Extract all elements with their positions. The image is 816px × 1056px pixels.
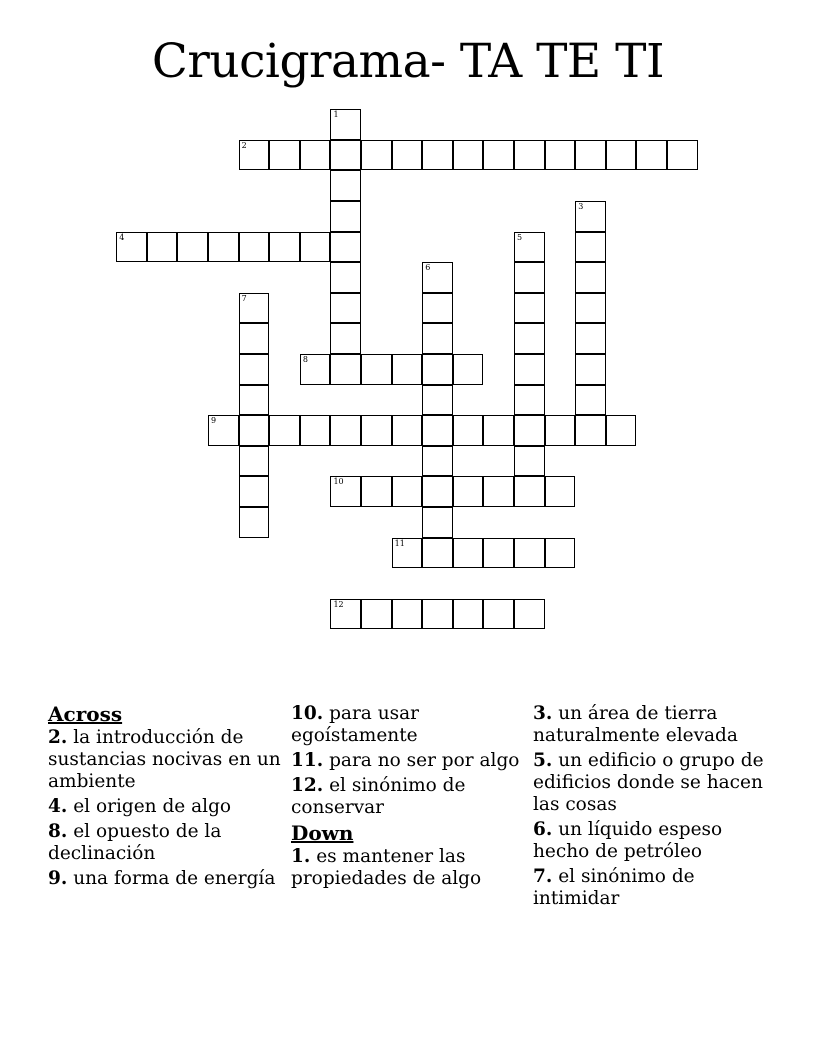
- cell-number: 11: [394, 538, 405, 548]
- grid-cell[interactable]: [239, 476, 270, 507]
- grid-cell[interactable]: [514, 538, 545, 569]
- grid-cell[interactable]: [575, 323, 606, 354]
- clue-number: 8.: [48, 821, 68, 842]
- across-clue: [48, 868, 284, 890]
- grid-cell[interactable]: [545, 538, 576, 569]
- grid-cell[interactable]: [330, 415, 361, 446]
- grid-cell[interactable]: [575, 262, 606, 293]
- grid-cell[interactable]: [422, 446, 453, 477]
- grid-cell[interactable]: [483, 476, 514, 507]
- grid-cell[interactable]: [330, 170, 361, 201]
- grid-cell[interactable]: [330, 109, 361, 140]
- grid-cell[interactable]: [330, 232, 361, 263]
- grid-cell[interactable]: [208, 232, 239, 263]
- grid-cell[interactable]: [330, 201, 361, 232]
- grid-cell[interactable]: [239, 415, 270, 446]
- across-clue: [291, 750, 527, 772]
- grid-cell[interactable]: [545, 415, 576, 446]
- across-clue: [48, 821, 284, 865]
- cell-number: 3: [578, 202, 584, 212]
- grid-cell[interactable]: [422, 538, 453, 569]
- grid-cell[interactable]: [453, 599, 484, 630]
- grid-cell[interactable]: [330, 354, 361, 385]
- grid-cell[interactable]: [422, 262, 453, 293]
- across-header: Across: [48, 702, 123, 726]
- grid-cell[interactable]: [208, 415, 239, 446]
- down-clue: [533, 819, 769, 863]
- grid-cell[interactable]: [300, 354, 331, 385]
- clue-text: el sinónimo de conservar: [291, 775, 466, 818]
- grid-cell[interactable]: [545, 476, 576, 507]
- clue-number: 10.: [291, 703, 324, 724]
- clues-column-1: [48, 703, 284, 893]
- grid-cell[interactable]: [514, 385, 545, 416]
- grid-cell[interactable]: [239, 385, 270, 416]
- clue-text: una forma de energía: [73, 868, 276, 889]
- clue-number: 11.: [291, 750, 324, 771]
- cell-number: 7: [241, 293, 247, 303]
- grid-cell[interactable]: [606, 140, 637, 171]
- grid-cell[interactable]: [575, 354, 606, 385]
- clue-number: 5.: [533, 750, 553, 771]
- grid-cell[interactable]: [330, 323, 361, 354]
- grid-cell[interactable]: [422, 507, 453, 538]
- grid-cell[interactable]: [422, 323, 453, 354]
- grid-cell[interactable]: [330, 262, 361, 293]
- page-title: Crucigrama- TA TE TI: [151, 34, 665, 89]
- grid-cell[interactable]: [361, 140, 392, 171]
- clue-text: un líquido espeso hecho de petróleo: [533, 819, 723, 862]
- grid-cell[interactable]: [453, 140, 484, 171]
- grid-cell[interactable]: [422, 476, 453, 507]
- cell-number: 9: [211, 416, 217, 426]
- grid-cell[interactable]: [239, 507, 270, 538]
- grid-cell[interactable]: [575, 140, 606, 171]
- grid-cell[interactable]: [361, 599, 392, 630]
- grid-cell[interactable]: [330, 293, 361, 324]
- grid-cell[interactable]: [392, 140, 423, 171]
- grid-cell[interactable]: [361, 354, 392, 385]
- clue-text: la introducción de sustancias nocivas en un ambiente: [48, 727, 281, 792]
- grid-cell[interactable]: [453, 476, 484, 507]
- clue-number: 1.: [291, 846, 311, 867]
- cell-number: 12: [333, 599, 344, 609]
- grid-cell[interactable]: [514, 476, 545, 507]
- grid-cell[interactable]: [300, 140, 331, 171]
- across-clue: [48, 727, 284, 793]
- clues-column-2: [291, 703, 527, 893]
- grid-cell[interactable]: [239, 446, 270, 477]
- grid-cell[interactable]: [453, 538, 484, 569]
- grid-cell[interactable]: [392, 599, 423, 630]
- clue-text: es mantener las propiedades de algo: [291, 846, 482, 889]
- clue-text: un edificio o grupo de edificios donde se hacen las cosas: [533, 750, 764, 815]
- grid-cell[interactable]: [514, 293, 545, 324]
- clue-text: un área de tierra naturalmente elevada: [533, 703, 738, 746]
- grid-cell[interactable]: [147, 232, 178, 263]
- across-clue: [48, 796, 284, 818]
- grid-cell[interactable]: [239, 293, 270, 324]
- grid-cell[interactable]: [514, 323, 545, 354]
- down-clue: [533, 866, 769, 910]
- cell-number: 1: [333, 110, 339, 120]
- grid-cell[interactable]: [269, 415, 300, 446]
- grid-cell[interactable]: [392, 354, 423, 385]
- grid-cell[interactable]: [483, 599, 514, 630]
- down-header: Down: [291, 821, 354, 845]
- grid-cell[interactable]: [422, 385, 453, 416]
- grid-cell[interactable]: [116, 232, 147, 263]
- grid-cell[interactable]: [392, 538, 423, 569]
- grid-cell[interactable]: [177, 232, 208, 263]
- grid-cell[interactable]: [575, 293, 606, 324]
- clue-text: el origen de algo: [73, 796, 232, 817]
- grid-cell[interactable]: [422, 415, 453, 446]
- clue-number: 3.: [533, 703, 553, 724]
- grid-cell[interactable]: [514, 415, 545, 446]
- grid-cell[interactable]: [514, 446, 545, 477]
- grid-cell[interactable]: [269, 140, 300, 171]
- clue-number: 7.: [533, 866, 553, 887]
- grid-cell[interactable]: [330, 476, 361, 507]
- clue-number: 4.: [48, 796, 68, 817]
- grid-cell[interactable]: [392, 415, 423, 446]
- cell-number: 4: [119, 232, 125, 242]
- grid-cell[interactable]: [422, 140, 453, 171]
- grid-cell[interactable]: [483, 415, 514, 446]
- grid-cell[interactable]: [483, 140, 514, 171]
- grid-cell[interactable]: [575, 232, 606, 263]
- clue-text: para usar egoístamente: [291, 703, 419, 746]
- grid-cell[interactable]: [545, 140, 576, 171]
- clue-text: el opuesto de la declinación: [48, 821, 222, 864]
- grid-cell[interactable]: [330, 140, 361, 171]
- cell-number: 8: [302, 355, 308, 365]
- cell-number: 6: [425, 263, 431, 273]
- grid-cell[interactable]: [514, 262, 545, 293]
- grid-cell[interactable]: [575, 201, 606, 232]
- grid-cell[interactable]: [514, 140, 545, 171]
- grid-cell[interactable]: [514, 599, 545, 630]
- clues-column-3: [533, 703, 769, 913]
- clue-text: el sinónimo de intimidar: [533, 866, 695, 909]
- cell-number: 10: [333, 477, 344, 487]
- down-clue: [291, 846, 527, 890]
- grid-cell[interactable]: [269, 232, 300, 263]
- grid-cell[interactable]: [453, 354, 484, 385]
- grid-cell[interactable]: [575, 415, 606, 446]
- grid-cell[interactable]: [667, 140, 698, 171]
- cell-number: 5: [517, 232, 523, 242]
- grid-cell[interactable]: [239, 232, 270, 263]
- grid-cell[interactable]: [239, 140, 270, 171]
- grid-cell[interactable]: [422, 293, 453, 324]
- grid-cell[interactable]: [239, 323, 270, 354]
- clue-text: para no ser por algo: [329, 750, 520, 771]
- grid-cell[interactable]: [392, 476, 423, 507]
- grid-cell[interactable]: [453, 415, 484, 446]
- across-clue: [291, 703, 527, 747]
- grid-cell[interactable]: [636, 140, 667, 171]
- grid-cell[interactable]: [422, 599, 453, 630]
- cell-number: 2: [241, 140, 247, 150]
- grid-cell[interactable]: [606, 415, 637, 446]
- clue-number: 6.: [533, 819, 553, 840]
- across-clue: [291, 775, 527, 819]
- clue-number: 9.: [48, 868, 68, 889]
- grid-cell[interactable]: [483, 538, 514, 569]
- grid-cell[interactable]: [514, 232, 545, 263]
- down-clue: [533, 703, 769, 747]
- clue-number: 2.: [48, 727, 68, 748]
- grid-cell[interactable]: [361, 476, 392, 507]
- clue-number: 12.: [291, 775, 324, 796]
- grid-cell[interactable]: [300, 415, 331, 446]
- down-clue: [533, 750, 769, 816]
- grid-cell[interactable]: [422, 354, 453, 385]
- grid-cell[interactable]: [514, 354, 545, 385]
- grid-cell[interactable]: [239, 354, 270, 385]
- grid-cell[interactable]: [330, 599, 361, 630]
- grid-cell[interactable]: [575, 385, 606, 416]
- grid-cell[interactable]: [361, 415, 392, 446]
- grid-cell[interactable]: [300, 232, 331, 263]
